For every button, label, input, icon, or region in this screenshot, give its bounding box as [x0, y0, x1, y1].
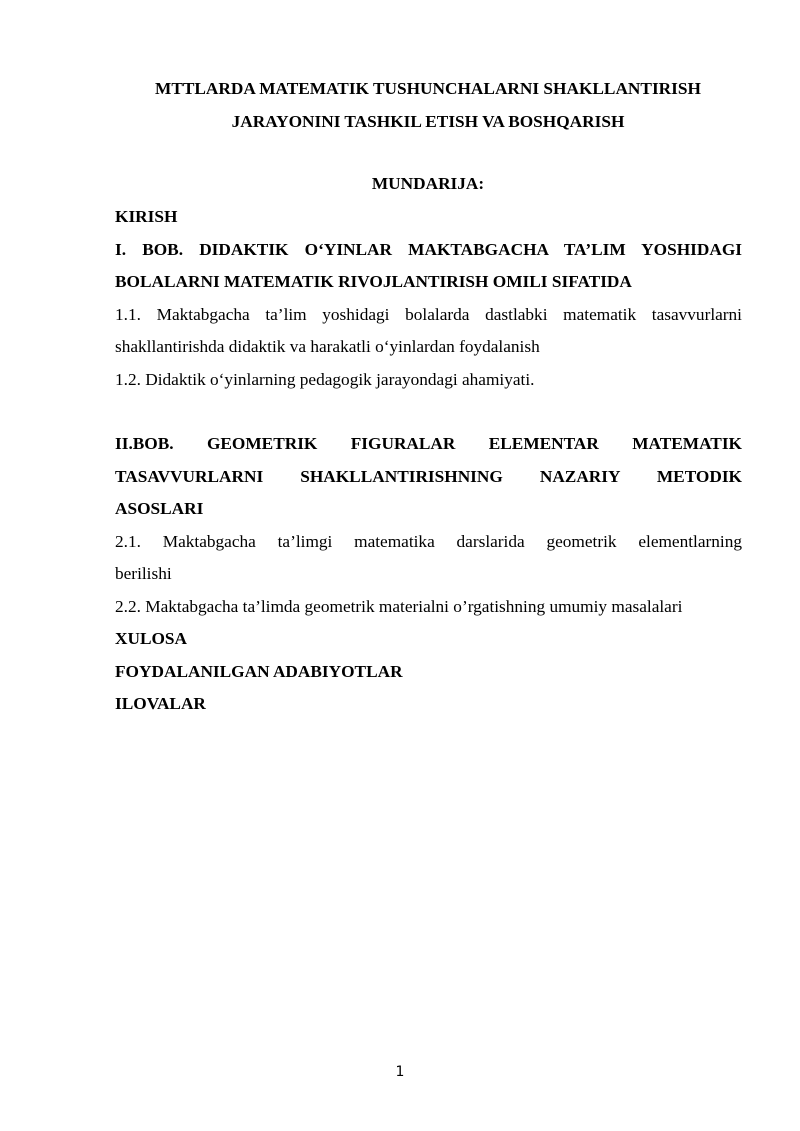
toc-section-1-1-line-2: shakllantirishda didaktik va harakatli o‘yinlardan foydalanish: [115, 337, 540, 356]
toc-section-2-2: 2.2. Maktabgacha ta’limda geometrik materialni o’rgatishning umumiy masalalari: [115, 596, 683, 616]
page-number: 1: [395, 1064, 405, 1080]
toc-chapter2-line-2: TASAVVURLARNI SHAKLLANTIRISHNING NAZARIY METODIK: [115, 466, 742, 486]
toc-section-1-2: 1.2. Didaktik o‘yinlarning pedagogik jarayondagi ahamiyati.: [115, 369, 535, 389]
toc-chapter2-line-1: II.BOB. GEOMETRIK FIGURALAR ELEMENTAR MATEMATIK: [115, 434, 742, 453]
toc-entry-intro: KIRISH: [115, 207, 178, 226]
toc-chapter2-line-3: ASOSLARI: [115, 499, 204, 518]
toc-chapter1-line-2: BOLALARNI MATEMATIK RIVOJLANTIRISH OMILI SIFATIDA: [115, 272, 632, 291]
title-line-1: MTTLARDA MATEMATIK TUSHUNCHALARNI SHAKLLANTIRISH: [155, 79, 701, 98]
toc-section-1-1-line-1: 1.1. Maktabgacha ta’lim yoshidagi bolalarda dastlabki matematik tasavvurlarni: [115, 304, 742, 324]
toc-chapter1-line-1: I. BOB. DIDAKTIK O‘YINLAR MAKTABGACHA TA’LIM YOSHIDAGI: [115, 239, 742, 259]
title-line-2: JARAYONINI TASHKIL ETISH VA BOSHQARISH: [231, 112, 625, 131]
toc-entry-appendices: ILOVALAR: [115, 694, 206, 713]
document-title: [100, 72, 756, 138]
toc-entry-references: FOYDALANILGAN ADABIYOTLAR: [115, 661, 403, 681]
toc-entry-conclusion: XULOSA: [115, 629, 188, 648]
toc-section-2-1-line-1: 2.1. Maktabgacha ta’limgi matematika darslarida geometrik elementlarning: [115, 531, 742, 551]
section-gap: [115, 396, 742, 428]
toc-section-2-1-line-2: berilishi: [115, 564, 172, 583]
contents-heading: MUNDARIJA:: [371, 174, 485, 193]
table-of-contents: [115, 201, 742, 721]
